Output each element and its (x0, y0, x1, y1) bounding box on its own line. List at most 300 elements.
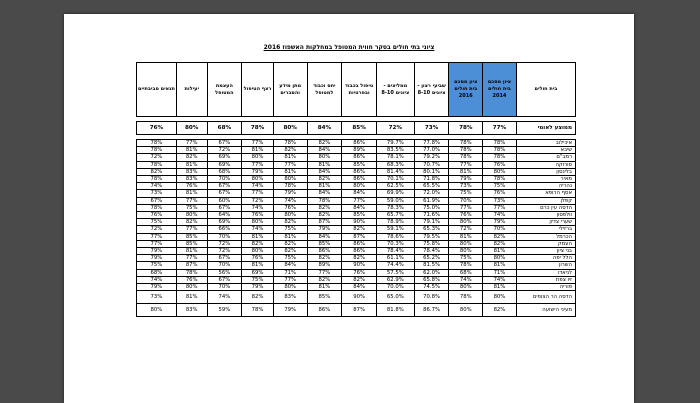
score-cell: 65.5% (414, 183, 449, 190)
hospital-name-cell: פוריה (516, 284, 575, 291)
score-cell: 74% (242, 204, 274, 211)
score-cell: 89% (307, 262, 342, 269)
score-cell: 71.6% (414, 212, 449, 219)
score-cell: 57.5% (376, 269, 414, 276)
table-row (137, 284, 576, 291)
score-cell: 84% (307, 233, 342, 240)
score-cell: 70% (207, 262, 242, 269)
score-cell: 81% (176, 291, 207, 304)
score-cell: 80% (307, 154, 342, 161)
hospital-name-cell: ברזילי (516, 226, 575, 233)
score-cell: 76% (449, 212, 483, 219)
score-cell: 75% (273, 255, 307, 262)
score-cell: 82% (273, 219, 307, 226)
score-cell: 78% (449, 147, 483, 154)
score-cell: 78% (137, 147, 177, 154)
hospital-name-cell: אסף הרופא (516, 190, 575, 197)
score-cell: 90% (342, 219, 377, 226)
score-cell: 78.9% (376, 219, 414, 226)
hospital-name-cell: שיבא (516, 147, 575, 154)
score-cell: 70% (207, 233, 242, 240)
score-cell: 77% (483, 122, 517, 135)
score-cell: 78% (449, 262, 483, 269)
score-cell: 89% (342, 147, 377, 154)
score-cell: 83% (273, 291, 307, 304)
score-cell: 78% (273, 140, 307, 147)
score-cell: 61.9% (414, 197, 449, 204)
score-cell: 83% (176, 176, 207, 183)
score-cell: 79% (242, 168, 274, 175)
score-cell: 80% (273, 122, 307, 135)
score-cell: 70% (449, 197, 483, 204)
table-row (137, 219, 576, 226)
score-cell: 81% (273, 233, 307, 240)
score-cell: 78% (483, 140, 517, 147)
table-row (137, 248, 576, 255)
score-cell: 75% (273, 226, 307, 233)
score-cell: 73% (137, 291, 177, 304)
score-cell: 69% (207, 161, 242, 168)
score-cell: 78.3% (376, 204, 414, 211)
table-row (137, 154, 576, 161)
score-cell: 81% (307, 161, 342, 168)
score-cell: 68% (449, 269, 483, 276)
score-cell: 78% (483, 176, 517, 183)
score-cell: 82% (307, 204, 342, 211)
score-cell: 78.6% (376, 233, 414, 240)
table-header-row (137, 63, 576, 117)
score-cell: 80% (449, 240, 483, 247)
hospital-name-cell: מעיני הישועה (516, 304, 575, 317)
score-cell: 84% (342, 204, 377, 211)
score-cell: 86% (342, 248, 377, 255)
column-header: ציון מסכם בית חולים 2016 (449, 63, 483, 117)
hospital-name-cell: הכרמל (516, 233, 575, 240)
score-cell: 81% (176, 147, 207, 154)
score-cell: 80% (137, 304, 177, 317)
score-cell: 77% (307, 269, 342, 276)
score-cell: 82% (242, 240, 274, 247)
table-row (137, 168, 576, 175)
score-cell: 82% (483, 233, 517, 240)
column-header: העצמת המטופל (207, 63, 242, 117)
score-cell: 80% (242, 219, 274, 226)
score-cell: 73% (449, 183, 483, 190)
score-cell: 80% (273, 176, 307, 183)
score-cell: 81% (176, 161, 207, 168)
column-header: יחס וכבוד למטופל (307, 63, 342, 117)
score-cell: 80% (449, 248, 483, 255)
score-cell: 67% (207, 190, 242, 197)
score-cell: 74% (273, 197, 307, 204)
score-cell: 70.1% (376, 176, 414, 183)
column-header: תנאים סביבתיים (137, 63, 177, 117)
score-cell: 78% (242, 304, 274, 317)
score-cell: 79% (137, 284, 177, 291)
score-cell: 80% (483, 255, 517, 262)
score-cell: 65.7% (376, 212, 414, 219)
score-cell: 78% (137, 161, 177, 168)
score-cell: 67% (207, 183, 242, 190)
score-cell: 82% (176, 154, 207, 161)
score-cell: 75.8% (414, 240, 449, 247)
score-cell: 82% (307, 140, 342, 147)
score-cell: 77% (273, 161, 307, 168)
score-cell: 78% (176, 269, 207, 276)
score-cell: 85% (342, 212, 377, 219)
national-average-row (137, 122, 576, 135)
score-cell: 76% (137, 212, 177, 219)
score-cell: 78% (449, 122, 483, 135)
score-cell: 75% (242, 276, 274, 283)
score-cell: 84% (342, 284, 377, 291)
score-cell: 76% (273, 204, 307, 211)
score-cell: 76% (176, 276, 207, 283)
score-cell: 77% (449, 204, 483, 211)
score-cell: 70.8% (414, 291, 449, 304)
score-cell: 78% (483, 154, 517, 161)
score-cell: 82% (273, 240, 307, 247)
score-cell: 76% (137, 122, 177, 135)
hospital-name-cell: העמק (516, 240, 575, 247)
score-cell: 82% (342, 276, 377, 283)
score-cell: 65.3% (414, 226, 449, 233)
score-cell: 65.8% (414, 276, 449, 283)
score-cell: 74% (207, 291, 242, 304)
score-cell: 75% (137, 219, 177, 226)
score-cell: 64% (207, 212, 242, 219)
score-cell: 81% (176, 190, 207, 197)
score-cell: 77% (242, 161, 274, 168)
score-cell: 78% (137, 204, 177, 211)
score-cell: 74% (449, 276, 483, 283)
score-cell: 81% (483, 284, 517, 291)
document-title: ציוני בתי חולים בסקר חווית המטופל במחלקות האשפוז 2016 (263, 44, 435, 51)
score-cell: 86% (342, 154, 377, 161)
score-cell: 75% (449, 190, 483, 197)
table-row (137, 197, 576, 204)
score-cell: 79.7% (376, 140, 414, 147)
score-cell: 72% (207, 240, 242, 247)
score-cell: 59.0% (376, 197, 414, 204)
score-cell: 80% (273, 212, 307, 219)
score-cell: 80% (483, 168, 517, 175)
score-cell: 80% (176, 212, 207, 219)
score-cell: 78.1% (376, 154, 414, 161)
score-cell: 81% (273, 168, 307, 175)
score-cell: 81% (176, 248, 207, 255)
hospital-scores-table (136, 62, 576, 317)
score-cell: 74% (242, 183, 274, 190)
score-cell: 70.7% (414, 161, 449, 168)
score-cell: 72% (207, 248, 242, 255)
score-cell: 87% (176, 262, 207, 269)
score-cell: 72% (207, 147, 242, 154)
score-cell: 80% (242, 248, 274, 255)
score-cell: 81% (449, 233, 483, 240)
score-cell: 61.1% (376, 255, 414, 262)
score-cell: 84% (307, 168, 342, 175)
score-cell: 79% (242, 284, 274, 291)
score-cell: 65.0% (376, 291, 414, 304)
score-cell: 84% (273, 262, 307, 269)
score-cell: 68% (137, 269, 177, 276)
score-cell: 79.2% (414, 154, 449, 161)
score-cell: 81% (449, 168, 483, 175)
table-row (137, 233, 576, 240)
hospital-name-cell: איכילוב (516, 140, 575, 147)
score-cell: 83% (176, 168, 207, 175)
score-cell: 69% (207, 219, 242, 226)
score-cell: 77% (137, 240, 177, 247)
score-cell: 75% (176, 204, 207, 211)
score-cell: 86% (342, 240, 377, 247)
score-cell: 79% (137, 248, 177, 255)
table-row (137, 204, 576, 211)
score-cell: 86% (342, 140, 377, 147)
score-cell: 74% (483, 212, 517, 219)
score-cell: 74.5% (414, 284, 449, 291)
score-cell: 71% (273, 269, 307, 276)
column-header: ציון מסכם בית חולים 2014 (483, 63, 517, 117)
score-cell: 76% (176, 183, 207, 190)
score-cell: 70.0% (376, 284, 414, 291)
column-header: מתן מידע והסברים (273, 63, 307, 117)
score-cell: 78% (449, 140, 483, 147)
score-cell: 83% (176, 304, 207, 317)
score-cell: 87% (342, 233, 377, 240)
score-cell: 60% (207, 197, 242, 204)
score-cell: 72% (376, 122, 414, 135)
score-cell: 77% (176, 255, 207, 262)
score-cell: 70% (483, 226, 517, 233)
score-cell: 77% (483, 204, 517, 211)
score-cell: 73% (137, 190, 177, 197)
hospital-name-cell: וולפסון (516, 212, 575, 219)
score-cell: 72% (449, 226, 483, 233)
score-cell: 81% (242, 233, 274, 240)
score-cell: 78% (242, 122, 274, 135)
score-cell: 79% (307, 226, 342, 233)
score-cell: 67% (137, 197, 177, 204)
score-cell: 85% (342, 122, 377, 135)
score-cell: 85% (307, 291, 342, 304)
score-cell: 82% (242, 291, 274, 304)
table-row (137, 140, 576, 147)
score-cell: 80% (242, 154, 274, 161)
score-cell: 85% (176, 240, 207, 247)
score-cell: 80% (483, 291, 517, 304)
score-cell: 74.4% (376, 262, 414, 269)
score-cell: 77% (242, 140, 274, 147)
score-cell: 86% (307, 304, 342, 317)
score-cell: 84% (307, 190, 342, 197)
table-row (137, 161, 576, 168)
score-cell: 74% (242, 226, 274, 233)
score-cell: 77% (137, 233, 177, 240)
score-cell: 82% (483, 304, 517, 317)
score-cell: 82% (342, 226, 377, 233)
hospital-name-cell: הלל יפה (516, 255, 575, 262)
score-cell: 78% (483, 147, 517, 154)
hospital-name-cell: השרון (516, 262, 575, 269)
score-cell: 62.0% (414, 269, 449, 276)
score-cell: 79.1% (414, 219, 449, 226)
score-cell: 70% (207, 176, 242, 183)
score-cell: 77% (242, 190, 274, 197)
score-cell: 62.9% (376, 276, 414, 283)
score-cell: 79% (449, 176, 483, 183)
score-cell: 70% (207, 284, 242, 291)
hospital-name-cell: ממוצע לאומי (516, 122, 575, 135)
score-cell: 77% (449, 161, 483, 168)
hospital-name-cell: בני ציון (516, 248, 575, 255)
score-cell: 77.8% (414, 140, 449, 147)
score-cell: 68% (207, 168, 242, 175)
score-cell: 80% (242, 176, 274, 183)
column-header: יעילות (176, 63, 207, 117)
score-cell: 67% (207, 204, 242, 211)
score-cell: 86.7% (414, 304, 449, 317)
column-header: רצף הטיפול (242, 63, 274, 117)
score-cell: 78% (307, 197, 342, 204)
score-cell: 82% (307, 255, 342, 262)
score-cell: 80% (449, 284, 483, 291)
score-cell: 90% (342, 291, 377, 304)
score-cell: 75% (483, 183, 517, 190)
score-cell: 79% (273, 190, 307, 197)
score-cell: 75.0% (414, 204, 449, 211)
score-cell: 87% (342, 304, 377, 317)
score-cell: 86% (307, 248, 342, 255)
score-cell: 56% (207, 269, 242, 276)
score-cell: 77% (176, 140, 207, 147)
score-cell: 84% (307, 147, 342, 154)
score-cell: 69% (207, 154, 242, 161)
score-cell: 73% (483, 197, 517, 204)
score-cell: 76% (242, 212, 274, 219)
score-cell: 78.4% (414, 248, 449, 255)
table-row (137, 176, 576, 183)
score-cell: 84% (342, 190, 377, 197)
score-cell: 86% (342, 168, 377, 175)
score-cell: 75% (449, 255, 483, 262)
score-cell: 78% (137, 176, 177, 183)
score-cell: 78.4% (376, 248, 414, 255)
score-cell: 79.5% (414, 233, 449, 240)
score-cell: 82% (273, 248, 307, 255)
table-row (137, 304, 576, 317)
table-row (137, 147, 576, 154)
score-cell: 81.5% (414, 262, 449, 269)
score-cell: 81% (242, 147, 274, 154)
score-cell: 80% (449, 219, 483, 226)
score-cell: 80% (176, 284, 207, 291)
score-cell: 81% (483, 262, 517, 269)
score-cell: 75% (137, 262, 177, 269)
hospital-name-cell: מאיר (516, 176, 575, 183)
score-cell: 67% (207, 140, 242, 147)
score-cell: 81% (307, 183, 342, 190)
table-row (137, 269, 576, 276)
table-row (137, 212, 576, 219)
score-cell: 79% (273, 304, 307, 317)
score-cell: 90% (342, 262, 377, 269)
column-header: ממליצים - ציונים 8-10 (376, 63, 414, 117)
score-cell: 65.2% (414, 255, 449, 262)
score-cell: 70.3% (376, 240, 414, 247)
score-cell: 77% (176, 226, 207, 233)
table-row (137, 255, 576, 262)
document-page (64, 14, 634, 403)
score-cell: 67% (207, 276, 242, 283)
score-cell: 78% (137, 140, 177, 147)
score-cell: 72% (137, 226, 177, 233)
score-cell: 77.0% (414, 147, 449, 154)
score-cell: 81.4% (376, 168, 414, 175)
score-cell: 69% (242, 269, 274, 276)
column-header: טיפול בכבוד ובפרטיות (342, 63, 377, 117)
score-cell: 72% (137, 154, 177, 161)
score-cell: 82% (273, 147, 307, 154)
score-cell: 82% (342, 255, 377, 262)
score-cell: 74% (483, 276, 517, 283)
table-row (137, 276, 576, 283)
score-cell: 62.5% (376, 183, 414, 190)
score-cell: 86% (342, 176, 377, 183)
column-header: בית חולים (516, 63, 575, 117)
hospital-name-cell: לניאדו (516, 269, 575, 276)
score-cell: 74% (137, 276, 177, 283)
hospital-name-cell: שערי צדק (516, 219, 575, 226)
score-cell: 71% (483, 269, 517, 276)
table-row (137, 183, 576, 190)
score-cell: 82% (483, 240, 517, 247)
score-cell: 68% (207, 122, 242, 135)
score-cell: 59.1% (376, 226, 414, 233)
hospital-name-cell: בלינסון (516, 168, 575, 175)
score-cell: 84% (307, 122, 342, 135)
score-cell: 80% (273, 284, 307, 291)
score-cell: 68.3% (376, 161, 414, 168)
table-row (137, 190, 576, 197)
score-cell: 72% (242, 197, 274, 204)
score-cell: 78% (449, 154, 483, 161)
score-cell: 66% (207, 226, 242, 233)
score-cell: 81% (242, 262, 274, 269)
score-cell: 80.1% (414, 168, 449, 175)
hospital-name-cell: רמב"ם (516, 154, 575, 161)
score-cell: 82% (307, 212, 342, 219)
score-cell: 82% (307, 176, 342, 183)
score-cell: 72.0% (414, 190, 449, 197)
score-cell: 71.8% (414, 176, 449, 183)
score-cell: 77% (176, 197, 207, 204)
table-row (137, 291, 576, 304)
hospital-name-cell: קפלן (516, 197, 575, 204)
hospital-name-cell: הדסה עין כרם (516, 204, 575, 211)
score-cell: 81.8% (376, 304, 414, 317)
score-cell: 85% (342, 161, 377, 168)
score-cell: 85% (176, 233, 207, 240)
score-cell: 82% (137, 168, 177, 175)
score-cell: 67% (207, 255, 242, 262)
score-cell: 77% (342, 197, 377, 204)
score-cell: 80% (449, 304, 483, 317)
score-cell: 78% (273, 183, 307, 190)
hospital-name-cell: הדסה הר הצופים (516, 291, 575, 304)
table-row (137, 262, 576, 269)
